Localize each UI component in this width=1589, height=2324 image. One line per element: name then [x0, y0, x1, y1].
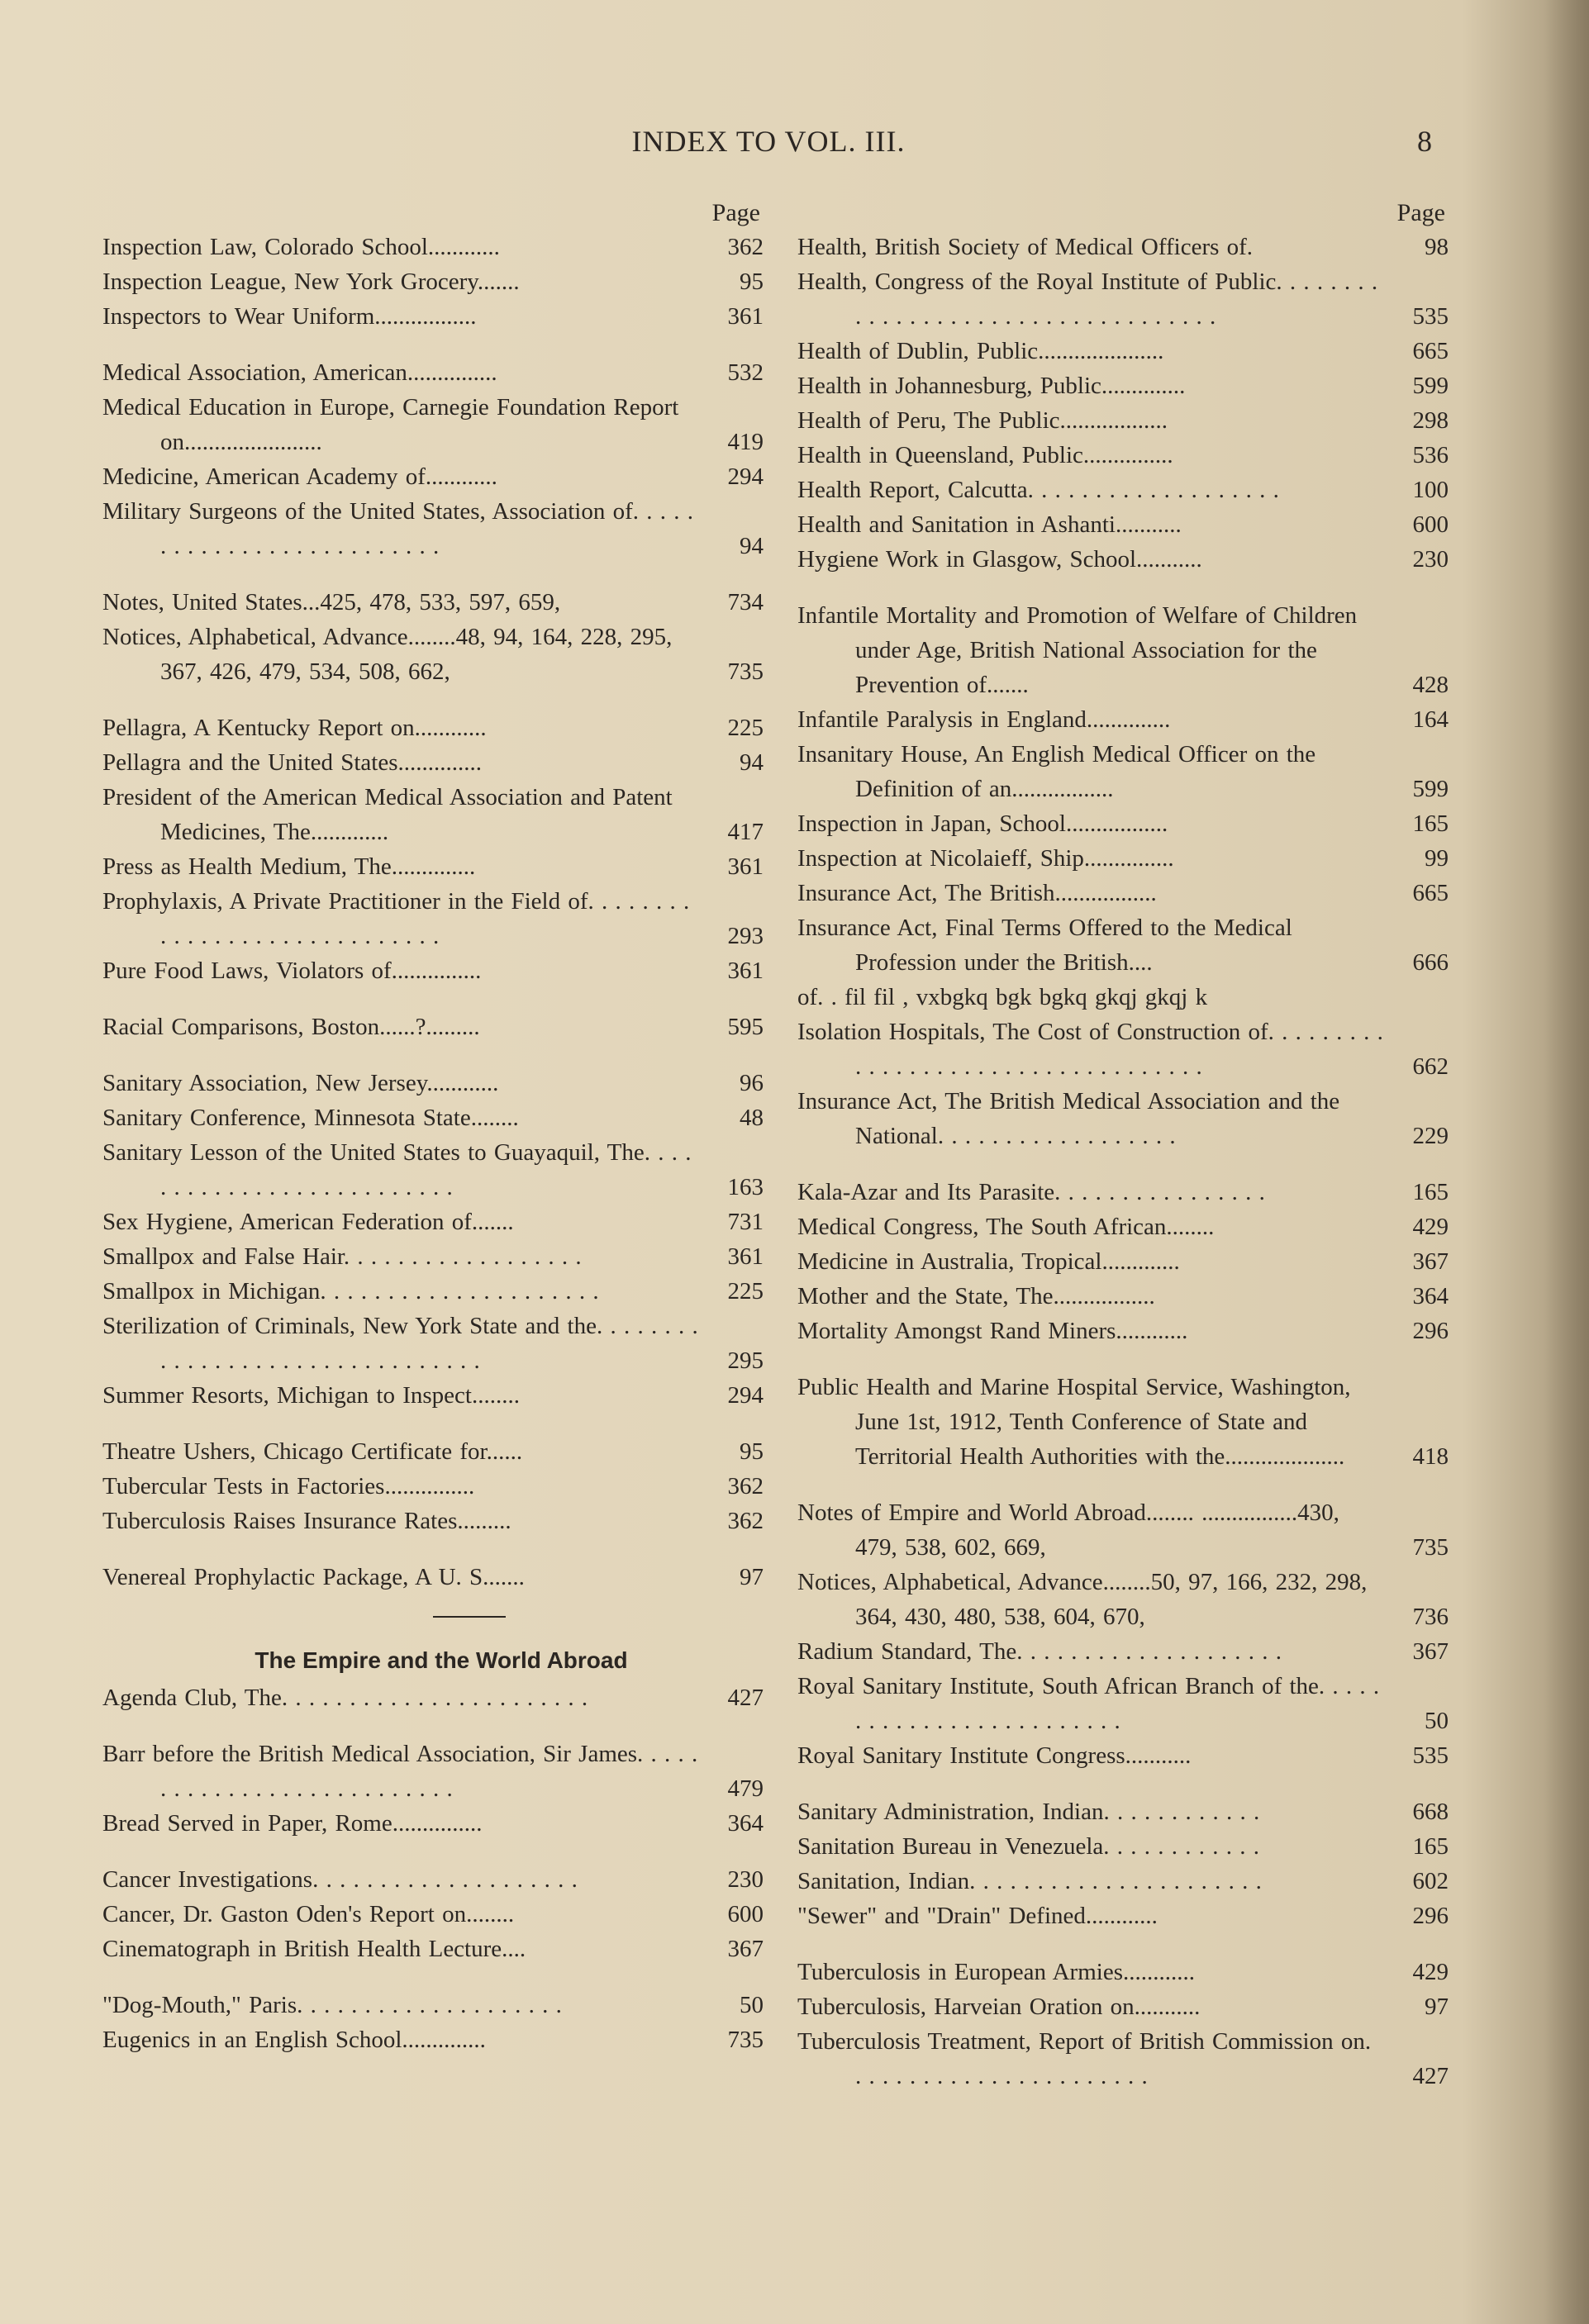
page-title: INDEX TO VOL. III.: [631, 125, 906, 158]
index-entry: [797, 1015, 1449, 1084]
entry-title: Royal Sanitary Institute Congress...........: [797, 1742, 1192, 1769]
entry-page: 602: [1412, 1868, 1449, 1894]
index-entry: [797, 1495, 1449, 1565]
index-group: [102, 1010, 764, 1044]
entry-page: 361: [727, 303, 764, 330]
entry-page: 295: [727, 1347, 764, 1374]
entry-title: Mortality Amongst Rand Miners............: [797, 1318, 1188, 1344]
entry-page: 99: [1425, 845, 1449, 872]
entry-title: "Dog-Mouth," Paris. . . . . . . . . . . . . . . . . . . .: [102, 1992, 562, 2018]
index-entry: [102, 1239, 764, 1274]
index-group: [797, 1495, 1449, 1773]
entry-page: 364: [727, 1810, 764, 1837]
entry-title: Cinematograph in British Health Lecture....: [102, 1936, 526, 1962]
index-entry: [797, 1989, 1449, 2024]
index-entry: [797, 1175, 1449, 1210]
entry-page: 94: [740, 749, 764, 776]
index-entry: [102, 1932, 764, 1966]
index-entry: [102, 849, 764, 884]
index-entry: [102, 1897, 764, 1932]
entry-page: 95: [740, 1438, 764, 1465]
index-entry: [102, 494, 764, 563]
index-entry: [797, 473, 1449, 507]
entry-title: Infantile Paralysis in England..............: [797, 706, 1171, 733]
entry-page: 417: [727, 819, 764, 845]
index-entry: [102, 1680, 764, 1715]
entry-title: Health, Congress of the Royal Institute of Public. . . . . . . . . . . . . . . . . . . . . . . . . . . . . . . . . . .: [797, 269, 1378, 330]
entry-title: Isolation Hospitals, The Cost of Construction of. . . . . . . . . . . . . . . . . . . . . . . . . . . . . . . . . . .: [797, 1019, 1383, 1080]
index-entry: [102, 1560, 764, 1594]
entry-page: 666: [1412, 949, 1449, 976]
entry-title: Sterilization of Criminals, New York State and the. . . . . . . . . . . . . . . . . . . . . . . . . . . . . . . .: [102, 1313, 698, 1374]
index-group: [102, 230, 764, 334]
entry-title: Health Report, Calcutta. . . . . . . . . . . . . . . . . . .: [797, 477, 1279, 503]
entry-title: Sanitary Administration, Indian. . . . . . . . . . . .: [797, 1799, 1260, 1825]
index-entry: [102, 884, 764, 953]
entry-page: 98: [1425, 234, 1449, 260]
entry-title: Sanitation Bureau in Venezuela. . . . . . . . . . . .: [797, 1833, 1260, 1860]
index-entry: [102, 1274, 764, 1309]
index-entry: [797, 1279, 1449, 1314]
entry-page: 418: [1412, 1443, 1449, 1470]
entry-page: 535: [1412, 303, 1449, 330]
index-entry: [102, 585, 764, 620]
entry-title: Insanitary House, An English Medical Officer on the Definition of an.................: [797, 741, 1316, 802]
entry-title: Hygiene Work in Glasgow, School...........: [797, 546, 1202, 573]
entry-title: Eugenics in an English School..............: [102, 2027, 486, 2053]
index-entry: [797, 2024, 1449, 2094]
entry-title: of. . fil fil , vxbgkq bgk bgkq gkqj gkqj k: [797, 984, 1208, 1010]
entry-page: 665: [1412, 338, 1449, 364]
index-group: [102, 1680, 764, 1715]
index-entry: [102, 1988, 764, 2022]
entry-page: 364: [1412, 1283, 1449, 1309]
entry-title: Public Health and Marine Hospital Service, Washington, June 1st, 1912, Tenth Conference of State and Territorial Health Authorities with the....................: [797, 1374, 1351, 1470]
index-entry: [797, 806, 1449, 841]
page-number: 8: [1417, 125, 1432, 158]
entry-page: 735: [727, 2027, 764, 2053]
entry-title: Health and Sanitation in Ashanti...........: [797, 511, 1182, 538]
entry-title: Barr before the British Medical Association, Sir James. . . . . . . . . . . . . . . . . . . . . . . . . . .: [102, 1741, 698, 1802]
entry-page: 662: [1412, 1053, 1449, 1080]
index-entry: [797, 876, 1449, 910]
index-entry: [797, 334, 1449, 368]
page-column-label: Page: [711, 199, 760, 226]
entry-page: 294: [727, 1382, 764, 1409]
entry-page: 229: [1412, 1123, 1449, 1149]
entry-title: Notices, Alphabetical, Advance........50, 97, 166, 232, 298, 364, 430, 480, 538, 604, 670,: [797, 1569, 1368, 1630]
index-entry: [102, 780, 764, 849]
entry-page: 361: [727, 1243, 764, 1270]
index-entry: [102, 1378, 764, 1413]
entry-page: 225: [727, 715, 764, 741]
entry-title: Inspection at Nicolaieff, Ship...............: [797, 845, 1174, 872]
entry-page: 230: [1412, 546, 1449, 573]
entry-page: 599: [1412, 373, 1449, 399]
index-group: [797, 1794, 1449, 1933]
index-entry: [102, 230, 764, 264]
entry-page: 362: [727, 234, 764, 260]
entry-title: Health of Dublin, Public.....................: [797, 338, 1164, 364]
entry-page: 362: [727, 1508, 764, 1534]
entry-title: Medical Education in Europe, Carnegie Foundation Report on.......................: [102, 394, 679, 455]
entry-page: 599: [1412, 776, 1449, 802]
entry-page: 731: [727, 1209, 764, 1235]
index-entry: [797, 403, 1449, 438]
entry-title: Radium Standard, The. . . . . . . . . . . . . . . . . . . .: [797, 1638, 1282, 1665]
index-entry: [797, 598, 1449, 702]
index-entry: [797, 1899, 1449, 1933]
entry-title: Press as Health Medium, The..............: [102, 853, 476, 880]
entry-page: 294: [727, 463, 764, 490]
index-entry: [797, 1370, 1449, 1474]
entry-title: Cancer, Dr. Gaston Oden's Report on........: [102, 1901, 515, 1927]
index-entry: [797, 1794, 1449, 1829]
index-entry: [797, 542, 1449, 577]
empire-index-groups: [102, 1680, 764, 2057]
entry-title: Medical Association, American...............: [102, 359, 497, 386]
index-entry: [102, 1135, 764, 1205]
index-group: [102, 1988, 764, 2057]
entry-page: 163: [727, 1174, 764, 1200]
index-entry: [102, 1469, 764, 1504]
entry-page: 535: [1412, 1742, 1449, 1769]
entry-page: 97: [740, 1564, 764, 1590]
index-group: [797, 1175, 1449, 1348]
entry-title: Pellagra and the United States..............: [102, 749, 483, 776]
index-group: [102, 585, 764, 689]
index-entry: [797, 230, 1449, 264]
index-entry: [797, 1955, 1449, 1989]
entry-title: Tubercular Tests in Factories...............: [102, 1473, 475, 1499]
index-entry: [102, 2022, 764, 2057]
index-entry: [102, 1806, 764, 1841]
entry-page: 48: [740, 1105, 764, 1131]
entry-page: 367: [1412, 1638, 1449, 1665]
page-column-label: Page: [1396, 199, 1445, 226]
entry-title: Health in Queensland, Public...............: [797, 442, 1173, 468]
entry-title: Inspectors to Wear Uniform.................: [102, 303, 477, 330]
index-entry: [102, 390, 764, 459]
entry-page: 95: [740, 269, 764, 295]
entry-page: 50: [1425, 1708, 1449, 1734]
entry-page: 296: [1412, 1903, 1449, 1929]
index-group: [797, 1955, 1449, 2094]
entry-title: Inspection Law, Colorado School............: [102, 234, 500, 260]
index-entry: [102, 1100, 764, 1135]
entry-title: Sex Hygiene, American Federation of.......: [102, 1209, 514, 1235]
index-entry: [102, 1205, 764, 1239]
entry-page: 428: [1412, 672, 1449, 698]
entry-title: Smallpox and False Hair. . . . . . . . . . . . . . . . . .: [102, 1243, 582, 1270]
index-entry: [797, 1669, 1449, 1738]
index-entry: [102, 1066, 764, 1100]
entry-title: Insurance Act, Final Terms Offered to the Medical Profession under the British....: [797, 915, 1292, 976]
entry-page: 97: [1425, 1994, 1449, 2020]
entry-page: 427: [1412, 2063, 1449, 2089]
entry-title: Notes of Empire and World Abroad........ ................430, 479, 538, 602, 669,: [797, 1499, 1339, 1561]
index-entry: [797, 1738, 1449, 1773]
right-column: [797, 197, 1449, 2115]
index-entry: [797, 368, 1449, 403]
entry-title: Sanitary Association, New Jersey............: [102, 1070, 499, 1096]
index-group: [797, 230, 1449, 577]
index-group: [102, 1737, 764, 1841]
entry-title: Cancer Investigations. . . . . . . . . . . . . . . . . . . .: [102, 1866, 578, 1893]
index-entry: [797, 1244, 1449, 1279]
index-group: [102, 1434, 764, 1538]
entry-title: Venereal Prophylactic Package, A U. S.......: [102, 1564, 525, 1590]
entry-title: Summer Resorts, Michigan to Inspect........: [102, 1382, 520, 1409]
entry-page: 479: [727, 1775, 764, 1802]
entry-page: 293: [727, 923, 764, 949]
entry-page: 665: [1412, 880, 1449, 906]
index-entry: [797, 507, 1449, 542]
index-entry: [797, 1634, 1449, 1669]
entry-title: Health, British Society of Medical Officers of.: [797, 234, 1254, 260]
index-entry: [797, 737, 1449, 806]
entry-page: 361: [727, 853, 764, 880]
entry-title: Military Surgeons of the United States, Association of. . . . . . . . . . . . . . . . . . . . . . . . . .: [102, 498, 693, 559]
entry-page: 668: [1412, 1799, 1449, 1825]
entry-page: 734: [727, 589, 764, 615]
entry-title: Infantile Mortality and Promotion of Welfare of Children under Age, British National Association for the Prevention of.......: [797, 602, 1358, 698]
index-entry: [102, 1010, 764, 1044]
index-entry: [102, 745, 764, 780]
index-entry: [797, 438, 1449, 473]
entry-page: 419: [727, 429, 764, 455]
entry-title: Notices, Alphabetical, Advance........48, 94, 164, 228, 295, 367, 426, 479, 534, 508, 662,: [102, 624, 673, 685]
index-entry: [102, 1737, 764, 1806]
index-entry: [102, 459, 764, 494]
entry-page: 600: [727, 1901, 764, 1927]
entry-title: Theatre Ushers, Chicago Certificate for......: [102, 1438, 523, 1465]
entry-title: Sanitation, Indian. . . . . . . . . . . . . . . . . . . . . .: [797, 1868, 1262, 1894]
entry-title: Tuberculosis Treatment, Report of British Commission on. . . . . . . . . . . . . . . . . . . . . . .: [797, 2028, 1372, 2089]
index-entry: [102, 711, 764, 745]
entry-title: Inspection League, New York Grocery.......: [102, 269, 520, 295]
entry-page: 94: [740, 533, 764, 559]
entry-page: 296: [1412, 1318, 1449, 1344]
index-group: [102, 711, 764, 988]
index-entry: [797, 702, 1449, 737]
entry-title: "Sewer" and "Drain" Defined............: [797, 1903, 1158, 1929]
entry-title: Medical Congress, The South African........: [797, 1214, 1215, 1240]
entry-page: 429: [1412, 1959, 1449, 1985]
entry-page: 164: [1412, 706, 1449, 733]
index-group: [797, 1370, 1449, 1474]
entry-title: Tuberculosis, Harveian Oration on...........: [797, 1994, 1201, 2020]
entry-page: 100: [1412, 477, 1449, 503]
page-fold-shadow: [1545, 0, 1589, 2324]
section-divider: [433, 1616, 506, 1618]
index-entry: [797, 841, 1449, 876]
section-title: The Empire and the World Abroad: [255, 1647, 628, 1673]
index-entry: [797, 1565, 1449, 1634]
index-entry: [797, 1210, 1449, 1244]
entry-page: 362: [727, 1473, 764, 1499]
index-entry: [797, 1314, 1449, 1348]
index-entry: [102, 1434, 764, 1469]
entry-page: 429: [1412, 1214, 1449, 1240]
index-entry: [102, 953, 764, 988]
entry-page: 165: [1412, 810, 1449, 837]
index-entry: [102, 355, 764, 390]
index-group: [102, 1066, 764, 1413]
entry-page: 427: [727, 1685, 764, 1711]
entry-title: Sanitary Conference, Minnesota State........: [102, 1105, 519, 1131]
index-group: [797, 598, 1449, 1153]
entry-page: 367: [1412, 1248, 1449, 1275]
entry-title: Tuberculosis Raises Insurance Rates.........: [102, 1508, 511, 1534]
entry-title: Kala-Azar and Its Parasite. . . . . . . . . . . . . . . .: [797, 1179, 1265, 1205]
entry-page: 736: [1412, 1604, 1449, 1630]
entry-page: 536: [1412, 442, 1449, 468]
index-entry: [797, 1829, 1449, 1864]
entry-title: Notes, United States...425, 478, 533, 597, 659,: [102, 589, 561, 615]
index-entry: [797, 264, 1449, 334]
left-index-groups: [102, 230, 764, 1594]
index-group: [102, 355, 764, 563]
index-entry: [102, 1504, 764, 1538]
entry-page: 230: [727, 1866, 764, 1893]
entry-page: 735: [1412, 1534, 1449, 1561]
index-entry: [102, 1862, 764, 1897]
entry-title: Smallpox in Michigan. . . . . . . . . . . . . . . . . . . . .: [102, 1278, 599, 1305]
entry-title: Royal Sanitary Institute, South African Branch of the. . . . . . . . . . . . . . . . . . . . . . . . .: [797, 1673, 1380, 1734]
entry-title: Agenda Club, The. . . . . . . . . . . . . . . . . . . . . . .: [102, 1685, 588, 1711]
entry-page: 96: [740, 1070, 764, 1096]
entry-title: Pellagra, A Kentucky Report on............: [102, 715, 487, 741]
entry-page: 532: [727, 359, 764, 386]
index-entry: [797, 910, 1449, 980]
entry-page: 225: [727, 1278, 764, 1305]
entry-page: 735: [727, 658, 764, 685]
index-group: [102, 1560, 764, 1594]
entry-page: 367: [727, 1936, 764, 1962]
index-entry: [797, 980, 1449, 1015]
entry-title: Insurance Act, The British Medical Association and the National. . . . . . . . . . . . . . . . . .: [797, 1088, 1340, 1149]
index-group: [102, 1862, 764, 1966]
entry-title: Prophylaxis, A Private Practitioner in the Field of. . . . . . . . . . . . . . . . . . . . . . . . . . . . .: [102, 888, 690, 949]
entry-title: Health in Johannesburg, Public..............: [797, 373, 1186, 399]
entry-page: 600: [1412, 511, 1449, 538]
left-column: [102, 197, 764, 2079]
entry-title: Bread Served in Paper, Rome...............: [102, 1810, 483, 1837]
index-entry: [102, 299, 764, 334]
index-entry: [102, 620, 764, 689]
index-entry: [797, 1864, 1449, 1899]
index-entry: [102, 264, 764, 299]
index-entry: [102, 1309, 764, 1378]
entry-page: 165: [1412, 1179, 1449, 1205]
page-header: [0, 124, 1589, 173]
entry-title: Insurance Act, The British.................: [797, 880, 1157, 906]
entry-title: Medicine, American Academy of............: [102, 463, 497, 490]
entry-page: 361: [727, 958, 764, 984]
entry-title: Racial Comparisons, Boston......?.........: [102, 1014, 480, 1040]
entry-title: Health of Peru, The Public..................: [797, 407, 1168, 434]
entry-page: 595: [727, 1014, 764, 1040]
entry-title: Inspection in Japan, School.................: [797, 810, 1168, 837]
entry-title: Medicine in Australia, Tropical.............: [797, 1248, 1180, 1275]
entry-title: Mother and the State, The.................: [797, 1283, 1155, 1309]
entry-title: Pure Food Laws, Violators of...............: [102, 958, 482, 984]
index-entry: [797, 1084, 1449, 1153]
entry-page: 165: [1412, 1833, 1449, 1860]
entry-page: 298: [1412, 407, 1449, 434]
entry-title: Sanitary Lesson of the United States to Guayaquil, The. . . . . . . . . . . . . . . . . . . . . . . . . .: [102, 1139, 692, 1200]
entry-title: President of the American Medical Association and Patent Medicines, The.............: [102, 784, 673, 845]
entry-page: 50: [740, 1992, 764, 2018]
entry-title: Tuberculosis in European Armies............: [797, 1959, 1195, 1985]
right-index-groups: [797, 230, 1449, 2094]
